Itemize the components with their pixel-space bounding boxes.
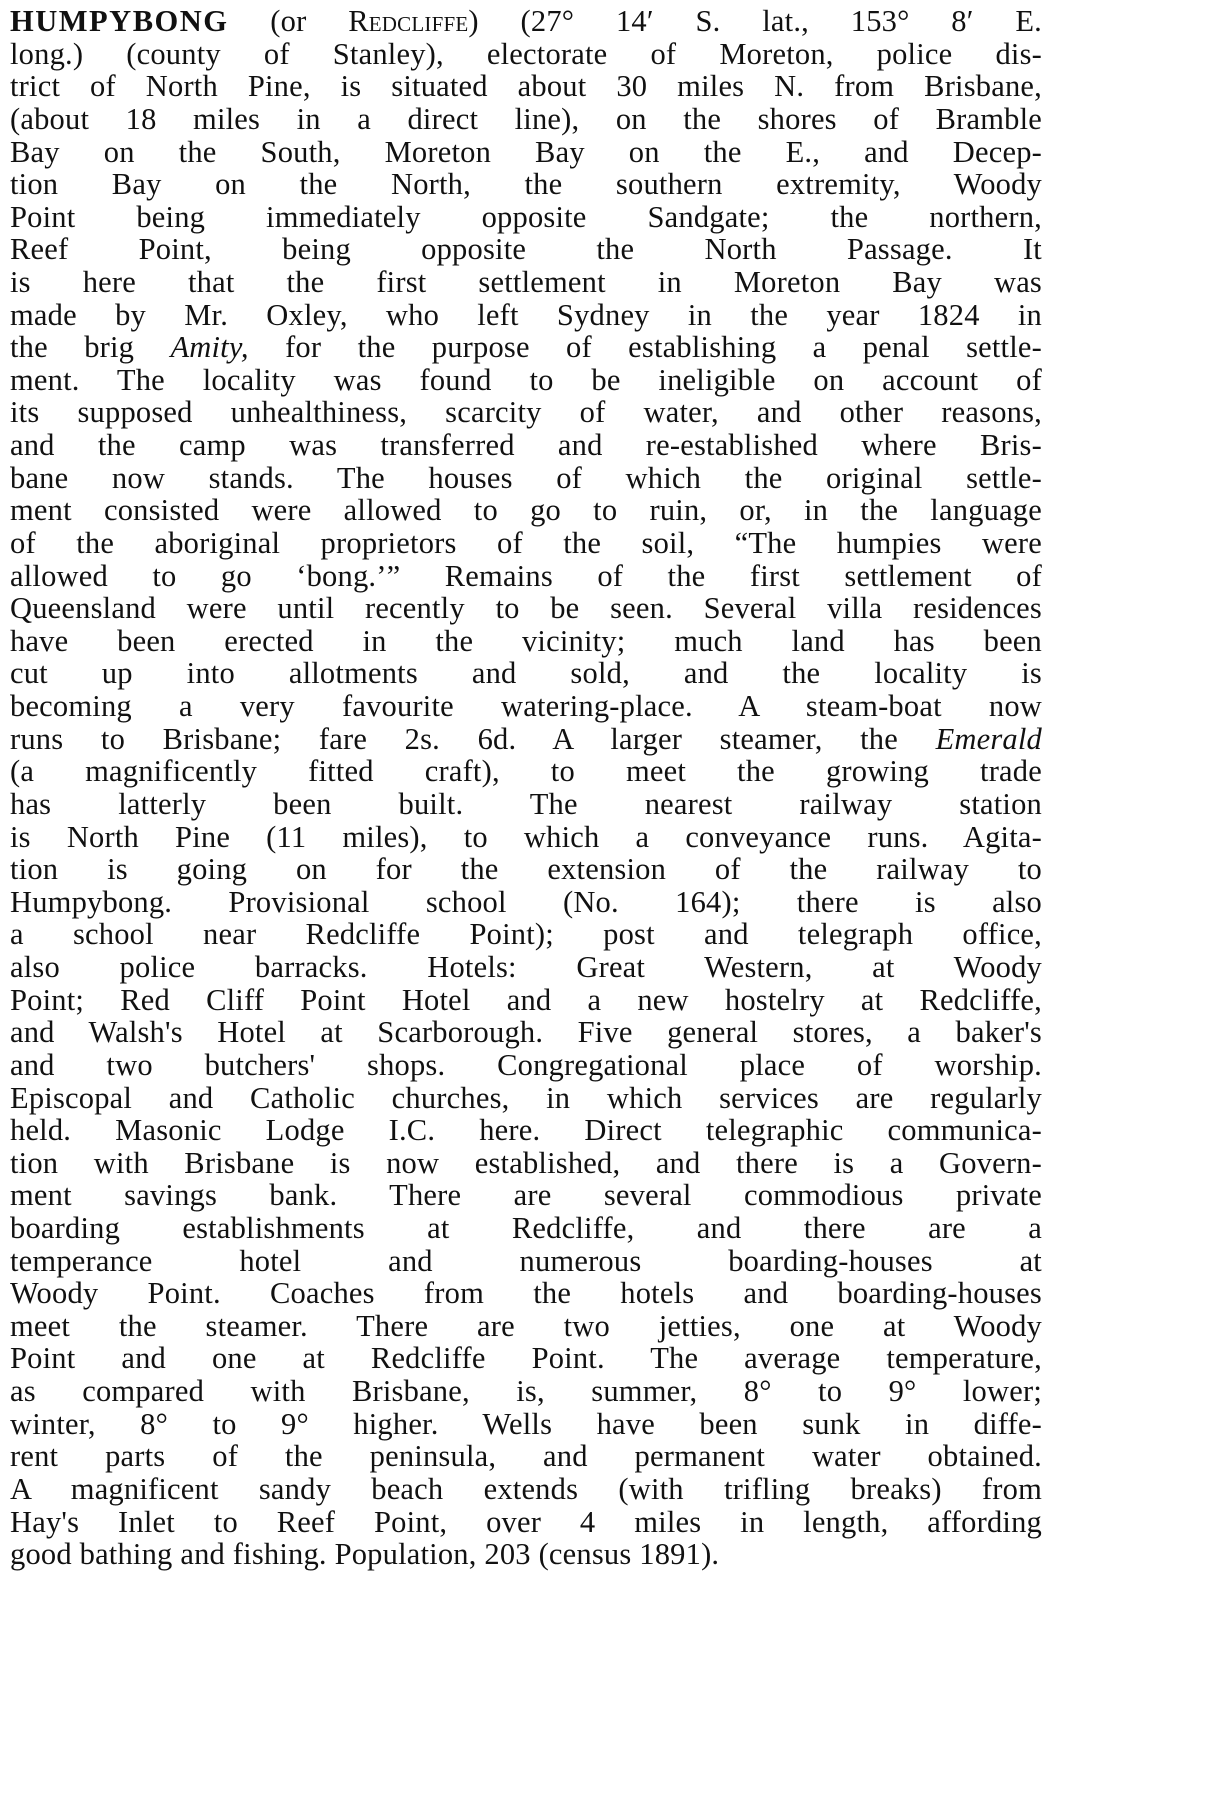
text-line xyxy=(10,753,1042,789)
gazetteer-entry xyxy=(10,0,1045,1799)
text-segment: tion Bay on the North, the southern extremity, Woody xyxy=(10,167,1042,202)
text-line xyxy=(10,819,1042,855)
text-segment: Point and one at Redcliffe Point. The average temperature, xyxy=(10,1341,1042,1376)
text-line xyxy=(10,558,1042,594)
text-segment: long.) (county of Stanley), electorate of Moreton, police dis- xyxy=(10,36,1042,71)
text-line xyxy=(10,1406,1042,1442)
text-line xyxy=(10,394,1042,430)
alt-name-prefix: (or xyxy=(270,4,349,38)
text-segment: is here that the first settlement in Moreton Bay was xyxy=(10,265,1042,299)
text-segment: winter, 8° to 9° higher. Wells have been sunk in diffe- xyxy=(10,1406,1042,1441)
text-line xyxy=(10,460,1042,496)
headword: HUMPYBONG xyxy=(10,4,229,38)
text-segment: (27° 14′ S. lat., 153° 8′ E. xyxy=(520,4,1042,38)
text-line xyxy=(10,1112,1042,1148)
text-segment: made by Mr. Oxley, who left Sydney in the year 1824 in xyxy=(10,297,1042,332)
text-segment: rent parts of the peninsula, and permanent water obtained. xyxy=(10,1439,1042,1474)
text-segment: cut up into allotments and sold, and the locality is xyxy=(10,656,1042,691)
text-segment: for the purpose of establishing a penal settle- xyxy=(248,330,1042,365)
text-line xyxy=(10,655,1042,691)
text-line xyxy=(10,786,1042,822)
text-line xyxy=(10,949,1042,985)
text-segment: Woody Point. Coaches from the hotels and boarding-houses xyxy=(10,1276,1042,1311)
text-segment: Bay on the South, Moreton Bay on the E., and Decep- xyxy=(10,134,1042,169)
text-segment: its supposed unhealthiness, scarcity of water, and other reasons, xyxy=(10,395,1042,430)
alt-name: Redcliffe xyxy=(348,4,469,38)
text-segment: ment. The locality was found to be ineligible on account of xyxy=(10,362,1042,397)
text-segment: allowed to go ‘bong.’” Remains of the first settlement of xyxy=(10,558,1042,593)
text-segment: Episcopal and Catholic churches, in which services are regularly xyxy=(10,1080,1042,1115)
text-segment: tion is going on for the extension of the railway to xyxy=(10,852,1042,887)
text-segment: a school near Redcliffe Point); post and telegraph office, xyxy=(10,917,1042,952)
text-segment: meet the steamer. There are two jetties, one at Woody xyxy=(10,1308,1042,1343)
text-line xyxy=(10,688,1042,724)
text-segment: Queensland were until recently to be seen. Several villa residences xyxy=(10,591,1042,626)
text-line xyxy=(10,1275,1042,1311)
text-segment: and the camp was transferred and re-established where Bris- xyxy=(10,428,1042,463)
text-line xyxy=(10,1080,1042,1116)
text-segment: runs to Brisbane; fare 2s. 6d. A larger steamer, the xyxy=(10,721,936,756)
text-line xyxy=(10,1536,1042,1572)
text-line xyxy=(10,1308,1042,1344)
text-line xyxy=(10,362,1042,398)
italic-ship-name: Emerald xyxy=(935,721,1042,756)
text-segment: held. Masonic Lodge I.C. here. Direct telegraphic communica- xyxy=(10,1113,1042,1148)
text-segment: and Walsh's Hotel at Scarborough. Five general stores, a baker's xyxy=(10,1015,1042,1050)
text-line xyxy=(10,1340,1042,1376)
text-segment: Hay's Inlet to Reef Point, over 4 miles in length, affording xyxy=(10,1504,1042,1539)
text-line xyxy=(10,68,1042,104)
text-line xyxy=(10,1177,1042,1213)
text-segment: ment consisted were allowed to go to ruin, or, in the language xyxy=(10,493,1042,528)
text-line xyxy=(10,1373,1042,1409)
text-line xyxy=(10,1438,1042,1474)
text-segment: becoming a very favourite watering-place. A steam-boat now xyxy=(10,689,1042,723)
text-line xyxy=(10,1471,1042,1507)
text-line xyxy=(10,329,1042,365)
text-segment: good bathing and fishing. Population, 203 (census 1891). xyxy=(10,1537,720,1572)
entry-heading-line xyxy=(10,3,1042,39)
text-line xyxy=(10,884,1042,920)
text-line xyxy=(10,721,1042,757)
italic-ship-name: Amity, xyxy=(170,330,249,365)
text-line xyxy=(10,1014,1042,1050)
text-line xyxy=(10,427,1042,463)
text-line xyxy=(10,264,1042,300)
text-line xyxy=(10,1145,1042,1181)
text-segment: (a magnificently fitted craft), to meet the growing trade xyxy=(10,754,1042,789)
text-segment: as compared with Brisbane, is, summer, 8° to 9° lower; xyxy=(10,1374,1042,1408)
text-line xyxy=(10,199,1042,235)
text-line xyxy=(10,982,1042,1018)
text-line xyxy=(10,1504,1042,1540)
text-segment: and two butchers' shops. Congregational place of worship. xyxy=(10,1047,1042,1082)
text-line xyxy=(10,231,1042,267)
text-segment: Point being immediately opposite Sandgate; the northern, xyxy=(10,199,1042,234)
text-segment: (about 18 miles in a direct line), on the shores of Bramble xyxy=(10,101,1042,136)
text-line xyxy=(10,1210,1042,1246)
text-line xyxy=(10,36,1042,72)
text-segment: trict of North Pine, is situated about 30 miles N. from Brisbane, xyxy=(10,69,1042,104)
text-segment: bane now stands. The houses of which the original settle- xyxy=(10,460,1042,495)
text-line xyxy=(10,166,1042,202)
text-segment: temperance hotel and numerous boarding-houses at xyxy=(10,1243,1042,1278)
text-segment: Humpybong. Provisional school (No. 164); there is also xyxy=(10,884,1042,919)
text-segment: ment savings bank. There are several commodious private xyxy=(10,1178,1042,1213)
text-segment: have been erected in the vicinity; much land has been xyxy=(10,623,1042,658)
text-segment: the brig xyxy=(10,330,171,365)
text-line xyxy=(10,525,1042,561)
alt-name-suffix: ) xyxy=(468,4,479,38)
text-line xyxy=(10,297,1042,333)
text-segment: Point; Red Cliff Point Hotel and a new hostelry at Redcliffe, xyxy=(10,982,1042,1017)
text-line xyxy=(10,623,1042,659)
text-segment: A magnificent sandy beach extends (with trifling breaks) from xyxy=(10,1471,1042,1506)
text-line xyxy=(10,851,1042,887)
text-segment: of the aboriginal proprietors of the soil, “The humpies were xyxy=(10,525,1042,560)
text-line xyxy=(10,492,1042,528)
text-segment: has latterly been built. The nearest railway station xyxy=(10,786,1042,821)
text-line xyxy=(10,134,1042,170)
text-segment: is North Pine (11 miles), to which a conveyance runs. Agita- xyxy=(10,819,1042,854)
text-segment: also police barracks. Hotels: Great Western, at Woody xyxy=(10,950,1042,984)
text-segment: tion with Brisbane is now established, and there is a Govern- xyxy=(10,1145,1042,1180)
text-line xyxy=(10,1243,1042,1279)
text-segment: Reef Point, being opposite the North Passage. It xyxy=(10,232,1042,267)
text-segment: boarding establishments at Redcliffe, and there are a xyxy=(10,1210,1042,1245)
text-line xyxy=(10,101,1042,137)
text-line xyxy=(10,916,1042,952)
text-line xyxy=(10,1047,1042,1083)
text-line xyxy=(10,590,1042,626)
